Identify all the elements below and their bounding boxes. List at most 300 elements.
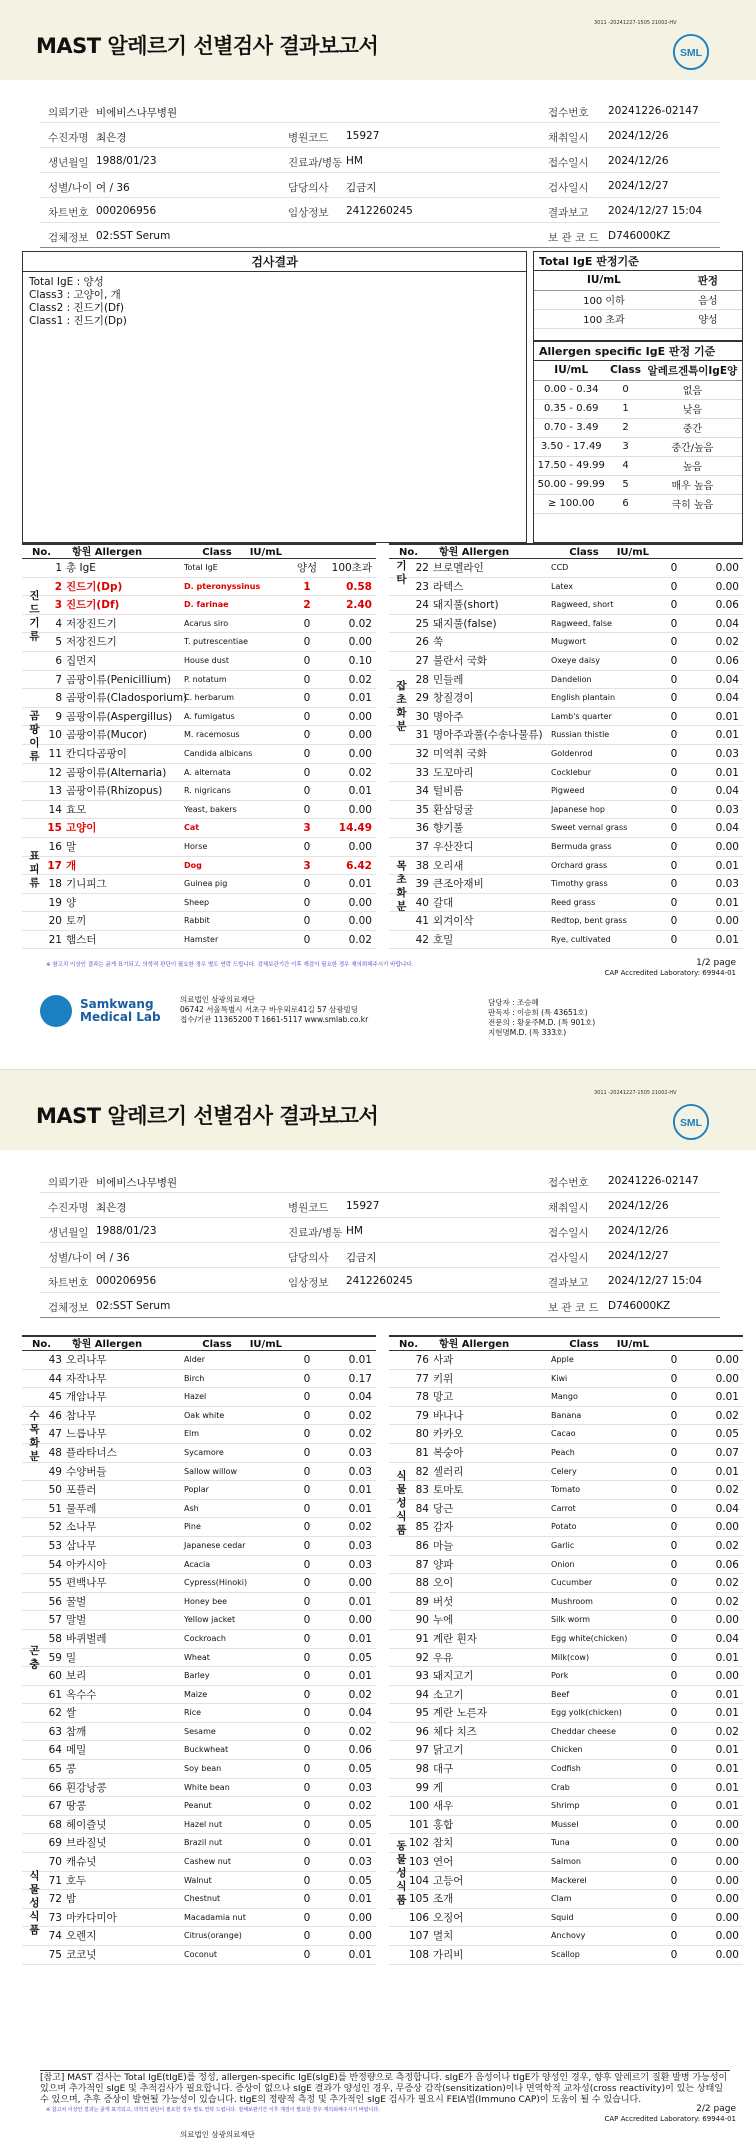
allergen-class: 0 <box>670 1707 678 1720</box>
allergen-class: 0 <box>303 1465 311 1478</box>
allergen-class: 0 <box>670 1949 678 1961</box>
allergen-english: Wheat <box>184 1652 210 1662</box>
allergen-iu: 0.00 <box>715 1670 739 1683</box>
allergen-korean: 호두 <box>66 1874 87 1887</box>
allergen-row <box>389 1872 743 1891</box>
allergen-english: Sallow willow <box>184 1466 238 1476</box>
allergen-class: 0 <box>670 1930 678 1943</box>
allergen-no: 102 <box>408 1837 429 1850</box>
allergen-iu: 0.00 <box>348 1911 372 1924</box>
allergen-english: Total IgE <box>184 563 218 572</box>
allergen-english: M. racemosus <box>184 730 240 740</box>
allergen-row <box>389 1500 743 1519</box>
allergen-no: 47 <box>48 1428 62 1441</box>
allergen-english: Milk(cow) <box>551 1652 590 1662</box>
allergen-no: 11 <box>48 747 62 760</box>
allergen-class: 0 <box>670 599 678 612</box>
allergen-iu: 0.05 <box>348 1651 372 1664</box>
allergen-iu: 0.01 <box>348 1893 372 1906</box>
allergen-no: 32 <box>415 747 429 760</box>
allergen-iu: 0.01 <box>348 1354 372 1366</box>
allergen-class: 0 <box>303 933 311 946</box>
column-header: IU/mL <box>616 1339 649 1350</box>
criteria-header: 알레르겐특이IgE양 <box>643 361 742 380</box>
allergen-class: 0 <box>670 1911 678 1924</box>
allergen-iu: 0.00 <box>348 747 372 760</box>
allergen-iu: 0.00 <box>715 1856 739 1869</box>
allergen-korean: 오리새 <box>433 859 464 872</box>
allergen-korean: 계란 흰자 <box>433 1632 477 1645</box>
allergen-korean: 라텍스 <box>433 580 464 593</box>
allergen-korean: 포플러 <box>66 1484 97 1497</box>
allergen-korean: 삼나무 <box>66 1539 97 1552</box>
allergen-english: Ragweed, false <box>551 618 612 628</box>
allergen-class: 0 <box>303 617 311 630</box>
allergen-no: 14 <box>48 803 62 816</box>
allergen-class: 0 <box>303 1372 311 1385</box>
allergen-row <box>389 1593 743 1612</box>
allergen-row <box>22 1481 376 1500</box>
info-value: 여 / 36 <box>96 182 130 194</box>
info-label: 채취일시 <box>548 1202 589 1214</box>
allergen-row <box>22 1946 376 1965</box>
allergen-no: 94 <box>415 1688 429 1701</box>
allergen-no: 13 <box>48 785 62 798</box>
allergen-class: 0 <box>670 1465 678 1478</box>
info-value: 000206956 <box>96 1275 157 1287</box>
allergen-iu: 0.02 <box>715 1539 739 1552</box>
allergen-no: 23 <box>415 580 429 593</box>
allergen-english: Chestnut <box>184 1894 221 1904</box>
allergen-korean: 참치 <box>433 1837 454 1850</box>
allergen-no: 63 <box>48 1725 62 1738</box>
allergen-row <box>389 1723 743 1742</box>
company-name: Samkwang Medical Lab <box>80 997 161 1024</box>
allergen-class: 0 <box>670 1446 678 1459</box>
criteria-header: IU/mL <box>534 271 674 290</box>
criteria-cell: 0.00 - 0.34 <box>534 380 608 399</box>
allergen-english: Alder <box>184 1355 205 1364</box>
allergen-korean: 새우 <box>433 1800 454 1813</box>
allergen-no: 34 <box>415 785 429 798</box>
criteria-cell: 중간/높음 <box>643 437 742 456</box>
allergen-english: Anchovy <box>551 1931 586 1941</box>
allergen-row <box>22 782 376 801</box>
allergen-korean: 창질경이 <box>433 692 474 705</box>
allergen-no: 69 <box>48 1837 62 1850</box>
allergen-class: 0 <box>670 1614 678 1627</box>
allergen-no: 97 <box>415 1744 429 1757</box>
report-title: MAST 알레르기 선별검사 결과보고서 <box>36 34 379 58</box>
allergen-iu: 0.02 <box>348 1688 372 1701</box>
allergen-class: 0 <box>303 1707 311 1720</box>
footer <box>40 2130 720 2139</box>
allergen-iu: 0.02 <box>348 766 372 779</box>
allergen-english: Carrot <box>551 1503 576 1513</box>
allergen-class: 0 <box>670 1558 678 1571</box>
allergen-no: 80 <box>415 1428 429 1441</box>
column-header: Class <box>569 547 599 558</box>
allergen-iu: 0.01 <box>715 1763 739 1776</box>
allergen-row <box>22 1853 376 1872</box>
allergen-korean: 명아주과풀(수송나물류) <box>433 729 543 742</box>
allergen-english: Silk worm <box>551 1615 591 1625</box>
allergen-row <box>389 1704 743 1723</box>
allergen-english: Timothy grass <box>551 879 608 889</box>
allergen-english: Celery <box>551 1466 577 1476</box>
info-value: D746000KZ <box>608 1300 671 1312</box>
column-header: No. <box>32 547 52 558</box>
allergen-english: Brazil nut <box>184 1838 223 1848</box>
allergen-row <box>389 1556 743 1575</box>
allergen-korean: 불란서 국화 <box>433 654 488 667</box>
allergen-no: 41 <box>415 915 429 928</box>
allergen-class: 0 <box>670 915 678 928</box>
allergen-no: 24 <box>415 599 429 612</box>
allergen-no: 82 <box>415 1465 429 1478</box>
allergen-row <box>22 819 376 838</box>
allergen-class: 0 <box>303 1428 311 1441</box>
allergen-class: 0 <box>670 636 678 649</box>
column-header: Class <box>202 1339 232 1350</box>
allergen-english: D. pteronyssinus <box>184 581 261 591</box>
allergen-no: 74 <box>48 1930 62 1943</box>
allergen-english: Tomato <box>551 1485 581 1495</box>
criteria-cell: 6 <box>608 494 642 513</box>
allergen-no: 3 <box>54 599 62 612</box>
cap-accreditation: CAP Accredited Laboratory: 69944-01 <box>604 969 736 977</box>
allergen-class: 0 <box>670 673 678 686</box>
criteria-cell: 낮음 <box>643 399 742 418</box>
allergen-class: 0 <box>303 1354 311 1366</box>
info-label: 검체정보 <box>48 1302 89 1314</box>
allergen-class: 0 <box>670 1577 678 1590</box>
allergen-english: Japanese cedar <box>184 1540 246 1550</box>
allergen-row <box>22 1407 376 1426</box>
allergen-iu: 0.00 <box>348 1930 372 1943</box>
allergen-english: Pigweed <box>551 786 585 796</box>
group-label: 식물성식품 <box>395 1470 407 1538</box>
info-value: 2024/12/27 15:04 <box>608 1275 703 1287</box>
allergen-no: 61 <box>48 1688 62 1701</box>
info-value: 2024/12/26 <box>608 155 669 167</box>
allergen-row <box>22 1779 376 1798</box>
allergen-iu: 0.00 <box>348 729 372 742</box>
allergen-no: 73 <box>48 1911 62 1924</box>
allergen-no: 95 <box>415 1707 429 1720</box>
allergen-iu: 0.02 <box>715 1484 739 1497</box>
info-value: 2024/12/27 <box>608 180 669 192</box>
allergen-english: Potato <box>551 1522 577 1532</box>
allergen-no: 57 <box>48 1614 62 1627</box>
result-box <box>22 251 527 543</box>
allergen-class: 0 <box>670 840 678 853</box>
allergen-row <box>389 578 743 597</box>
allergen-no: 2 <box>54 580 62 593</box>
allergen-english: D. farinae <box>184 600 229 610</box>
allergen-class: 0 <box>303 1446 311 1459</box>
allergen-iu: 0.04 <box>715 785 739 798</box>
allergen-class: 0 <box>670 1800 678 1813</box>
allergen-no: 53 <box>48 1539 62 1552</box>
allergen-korean: 사과 <box>433 1354 454 1366</box>
allergen-class: 0 <box>303 1688 311 1701</box>
allergen-korean: 참나무 <box>66 1409 97 1422</box>
allergen-iu: 0.01 <box>348 1632 372 1645</box>
allergen-no: 26 <box>415 636 429 649</box>
allergen-row <box>389 1388 743 1407</box>
group-label: 진드기류 <box>28 590 40 644</box>
allergen-class: 0 <box>670 878 678 891</box>
allergen-iu: 0.00 <box>348 915 372 928</box>
allergen-iu: 0.00 <box>715 1911 739 1924</box>
allergen-no: 45 <box>48 1391 62 1404</box>
allergen-row <box>22 1816 376 1835</box>
allergen-korean: 복숭아 <box>433 1446 464 1459</box>
allergen-english: English plantain <box>551 693 616 703</box>
allergen-no: 48 <box>48 1446 62 1459</box>
info-label: 결과보고 <box>548 207 589 219</box>
allergen-class: 0 <box>670 1763 678 1776</box>
column-header: No. <box>399 547 419 558</box>
allergen-korean: 말 <box>66 840 77 853</box>
allergen-iu: 0.03 <box>348 1781 372 1794</box>
allergen-korean: 고양이 <box>66 822 97 835</box>
allergen-header <box>389 1335 743 1351</box>
allergen-class: 0 <box>303 692 311 705</box>
allergen-class: 0 <box>303 1725 311 1738</box>
info-row <box>40 1243 720 1268</box>
info-value: 비에비스나무병원 <box>96 1177 178 1189</box>
allergen-row <box>389 1909 743 1928</box>
allergen-class: 0 <box>670 1539 678 1552</box>
allergen-no: 50 <box>48 1484 62 1497</box>
header-code: 3011 -20241227-1505 21002-HV <box>594 1090 677 1096</box>
info-row <box>40 1168 720 1193</box>
allergen-english: Codfish <box>551 1764 581 1774</box>
report-page-1 <box>0 0 756 1069</box>
info-value: 비에비스나무병원 <box>96 107 178 119</box>
allergen-no: 25 <box>415 617 429 630</box>
allergen-korean: 쌀 <box>66 1707 77 1720</box>
allergen-korean: 효모 <box>66 803 87 816</box>
allergen-english: Buckwheat <box>184 1745 229 1755</box>
info-value: HM <box>346 155 363 167</box>
allergen-english: C. herbarum <box>184 693 235 703</box>
allergen-class: 0 <box>303 1632 311 1645</box>
allergen-korean: 버섯 <box>433 1595 454 1608</box>
allergen-english: Sycamore <box>184 1447 224 1457</box>
allergen-english: Tuna <box>551 1838 570 1848</box>
allergen-english: Egg yolk(chicken) <box>551 1708 622 1718</box>
info-label: 진료과/병동 <box>288 157 343 169</box>
info-row <box>40 223 720 248</box>
allergen-row <box>389 1797 743 1816</box>
allergen-class: 0 <box>303 1651 311 1664</box>
allergen-iu: 0.00 <box>715 580 739 593</box>
info-label: 채취일시 <box>548 132 589 144</box>
sml-logo-icon <box>672 1103 710 1141</box>
group-label: 수목화분 <box>28 1410 40 1464</box>
allergen-korean: 마카다미아 <box>66 1911 117 1924</box>
allergen-korean: 돼지풀(false) <box>433 617 497 630</box>
allergen-class: 0 <box>670 803 678 816</box>
allergen-row <box>22 726 376 745</box>
allergen-no: 86 <box>415 1539 429 1552</box>
allergen-korean: 칸디다곰팡이 <box>66 747 127 760</box>
column-header: 항원 Allergen <box>439 547 510 558</box>
result-line: Class3 : 고양이, 개 <box>29 289 121 301</box>
allergen-english: Japanese hop <box>551 804 605 814</box>
allergen-row <box>22 931 376 950</box>
allergen-english: Mugwort <box>551 637 586 647</box>
allergen-class: 0 <box>670 1595 678 1608</box>
criteria-cell: 2 <box>608 418 642 437</box>
allergen-no: 51 <box>48 1502 62 1515</box>
allergen-row <box>22 1630 376 1649</box>
allergen-row <box>22 1518 376 1537</box>
allergen-iu: 0.01 <box>715 859 739 872</box>
allergen-no: 85 <box>415 1521 429 1534</box>
allergen-class: 0 <box>303 1577 311 1590</box>
criteria-cell: 양성 <box>674 309 742 328</box>
allergen-iu: 0.00 <box>715 1614 739 1627</box>
allergen-no: 60 <box>48 1670 62 1683</box>
criteria-header: IU/mL <box>534 361 608 380</box>
criteria-cell: 100 초과 <box>534 309 674 328</box>
info-label: 검사일시 <box>548 1252 589 1264</box>
allergen-row <box>22 559 376 578</box>
allergen-row <box>22 1909 376 1928</box>
criteria-cell: 중간 <box>643 418 742 437</box>
info-label: 생년월일 <box>48 1227 89 1239</box>
allergen-class: 0 <box>303 1781 311 1794</box>
allergen-iu: 0.02 <box>348 933 372 946</box>
allergen-english: Acacia <box>184 1559 211 1569</box>
page-number: 2/2 page <box>696 2104 736 2114</box>
allergen-english: Beef <box>551 1689 570 1699</box>
allergen-korean: 게 <box>433 1781 444 1794</box>
criteria-cell: 음성 <box>674 290 742 309</box>
allergen-no: 42 <box>415 933 429 946</box>
allergen-korean: 곰팡이류(Rhizopus) <box>66 785 163 798</box>
result-line: Total IgE : 양성 <box>29 276 104 288</box>
allergen-english: Salmon <box>551 1857 581 1867</box>
allergen-english: Cocklebur <box>551 767 592 777</box>
allergen-row <box>389 894 743 913</box>
info-value: HM <box>346 1225 363 1237</box>
report-header <box>0 1070 756 1150</box>
allergen-class: 0 <box>670 1688 678 1701</box>
allergen-class: 0 <box>303 896 311 909</box>
allergen-no: 5 <box>55 636 62 649</box>
svg-text:SML: SML <box>679 1117 703 1129</box>
allergen-iu: 0.00 <box>348 710 372 723</box>
info-label: 수진자명 <box>48 1202 89 1214</box>
allergen-iu: 0.01 <box>715 729 739 742</box>
footnote: ※ 참고치 이상인 결과는 굵게 표기되고, 의학적 판단이 필요한 경우 별도 연락 드립니다. 검체보관기간 이후 재검이 필요한 경우 재의뢰해주시기 바랍니다. <box>46 962 414 968</box>
allergen-iu: 0.04 <box>715 1502 739 1515</box>
allergen-iu: 0.01 <box>348 1595 372 1608</box>
criteria-cell: 5 <box>608 475 642 494</box>
allergen-class: 0 <box>670 896 678 909</box>
allergen-english: Hazel <box>184 1392 207 1402</box>
allergen-row <box>22 615 376 634</box>
allergen-class: 0 <box>303 747 311 760</box>
allergen-iu: 0.00 <box>715 1949 739 1961</box>
allergen-no: 36 <box>415 822 429 835</box>
allergen-no: 101 <box>408 1818 429 1831</box>
allergen-iu: 0.03 <box>348 1446 372 1459</box>
allergen-class: 0 <box>670 766 678 779</box>
allergen-no: 79 <box>415 1409 429 1422</box>
allergen-english: Ash <box>184 1503 199 1513</box>
allergen-no: 29 <box>415 692 429 705</box>
allergen-korean: 캐슈넛 <box>66 1856 97 1869</box>
svg-text:SML: SML <box>679 47 703 59</box>
allergen-iu: 0.01 <box>715 1688 739 1701</box>
allergen-class: 0 <box>670 785 678 798</box>
allergen-row <box>389 1370 743 1389</box>
allergen-row <box>389 1686 743 1705</box>
info-label: 검사일시 <box>548 182 589 194</box>
info-label: 성별/나이 <box>48 1252 93 1264</box>
allergen-row <box>22 1834 376 1853</box>
column-header: IU/mL <box>249 1339 282 1350</box>
allergen-no: 105 <box>408 1893 429 1906</box>
criteria-cell: ≥ 100.00 <box>534 494 608 513</box>
allergen-korean: 오렌지 <box>66 1930 97 1943</box>
allergen-class: 0 <box>303 1539 311 1552</box>
allergen-korean: 양파 <box>433 1558 454 1571</box>
allergen-iu: 100초과 <box>331 562 372 574</box>
header-code: 3011 -20241227-1505 21002-HV <box>594 20 677 26</box>
allergen-no: 81 <box>415 1446 429 1459</box>
allergen-iu: 0.01 <box>715 1800 739 1813</box>
allergen-class: 3 <box>303 822 311 835</box>
allergen-iu: 0.01 <box>715 766 739 779</box>
allergen-iu: 0.00 <box>348 636 372 649</box>
allergen-class: 0 <box>303 915 311 928</box>
allergen-english: Cheddar cheese <box>551 1726 616 1736</box>
allergen-class: 0 <box>303 729 311 742</box>
allergen-row <box>389 1741 743 1760</box>
result-title: 검사결과 <box>23 252 526 272</box>
allergen-no: 38 <box>415 859 429 872</box>
allergen-no: 19 <box>48 896 62 909</box>
allergen-header <box>22 543 376 559</box>
criteria-header: Class <box>608 361 642 380</box>
specific-ige-title: Allergen specific IgE 판정 기준 <box>534 342 742 361</box>
info-row <box>40 1193 720 1218</box>
allergen-iu: 0.04 <box>715 673 739 686</box>
allergen-row <box>389 819 743 838</box>
allergen-row <box>389 875 743 894</box>
allergen-no: 17 <box>47 859 62 872</box>
allergen-korean: 오징어 <box>433 1911 464 1924</box>
allergen-class: 0 <box>670 729 678 742</box>
patient-info <box>40 1168 720 1318</box>
allergen-class: 0 <box>303 1874 311 1887</box>
info-label: 보 관 코 드 <box>548 1302 599 1314</box>
allergen-class: 0 <box>303 1949 311 1961</box>
allergen-class: 0 <box>670 692 678 705</box>
allergen-no: 62 <box>48 1707 62 1720</box>
total-ige-criteria <box>533 251 743 341</box>
allergen-row <box>22 1537 376 1556</box>
allergen-no: 58 <box>48 1632 62 1645</box>
allergen-iu: 0.00 <box>715 915 739 928</box>
